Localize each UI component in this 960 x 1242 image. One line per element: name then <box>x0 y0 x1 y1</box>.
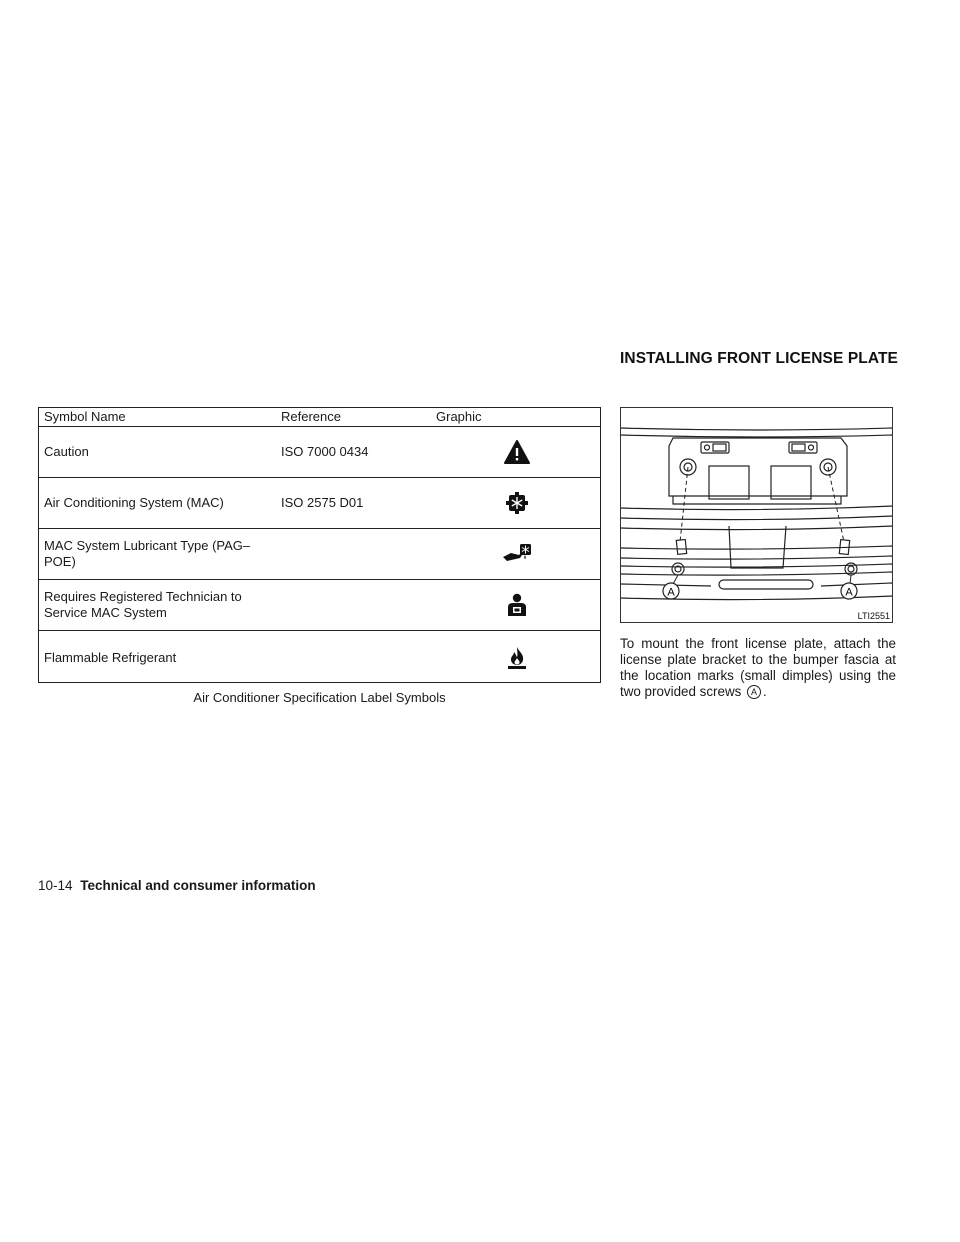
instruction-text: To mount the front license plate, attach the license plate bracket to the bumper fascia at the location marks (small dimples) using the two provided screws <box>620 636 896 699</box>
symbol-name: Flammable Refrigerant <box>44 649 177 665</box>
table-row <box>39 478 600 529</box>
instruction-paragraph <box>620 636 896 700</box>
table-header-row <box>39 408 600 427</box>
license-plate-bracket-illustration <box>620 407 893 623</box>
callout-a-right: A <box>845 586 853 599</box>
symbol-reference <box>281 580 431 630</box>
page-footer <box>38 878 316 893</box>
section-title: INSTALLING FRONT LICENSE PLATE <box>620 350 898 367</box>
header-graphic: Graphic <box>436 409 482 424</box>
air-conditioning-icon <box>436 478 597 528</box>
symbol-reference: ISO 7000 0434 <box>281 444 369 459</box>
table-row <box>39 580 600 631</box>
instruction-end: . <box>763 684 767 699</box>
page-number: 10-14 <box>38 878 73 893</box>
flammable-icon <box>436 631 597 684</box>
chapter-title: Technical and consumer information <box>80 878 316 893</box>
symbol-reference: ISO 2575 D01 <box>281 495 364 510</box>
symbol-name: Air Conditioning System (MAC) <box>44 495 224 510</box>
symbol-name: Requires Registered Technician to Service MAC System <box>44 589 242 620</box>
symbol-reference <box>281 631 431 684</box>
table-row <box>39 427 600 478</box>
symbol-name: Caution <box>44 444 89 459</box>
callout-a: A <box>747 685 761 699</box>
lubricant-icon <box>436 529 597 579</box>
header-reference: Reference <box>281 409 341 424</box>
symbol-name: MAC System Lubricant Type (PAG–POE) <box>44 538 251 569</box>
symbol-reference <box>281 529 431 579</box>
table-caption: Air Conditioner Specification Label Symbols <box>193 690 446 705</box>
caution-triangle-icon <box>436 427 597 477</box>
table-row <box>39 529 600 580</box>
table-row <box>39 631 600 684</box>
header-symbol-name: Symbol Name <box>44 409 126 424</box>
technician-icon <box>436 580 597 630</box>
callout-a-left: A <box>667 586 675 599</box>
figure-code: LTI2551 <box>857 611 890 621</box>
symbol-table <box>38 407 601 683</box>
